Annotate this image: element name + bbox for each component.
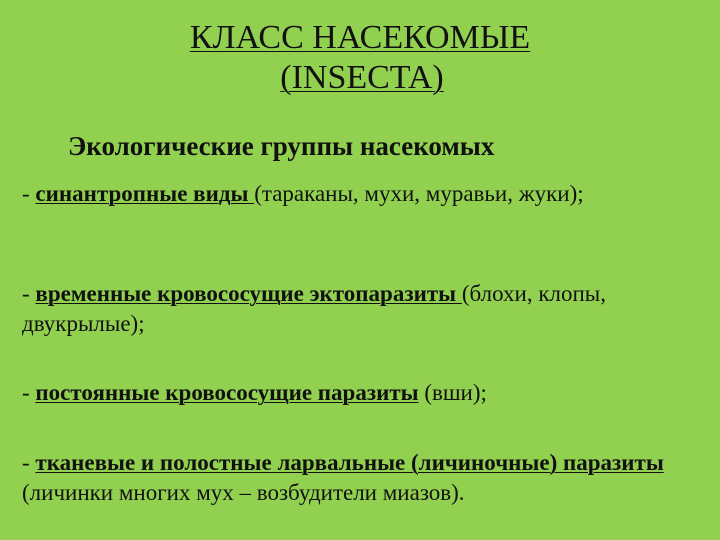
list-item — [22, 378, 712, 408]
list-item-description: (блохи, клопы, двукрылые); — [22, 281, 607, 336]
list-item-description: (вши); — [418, 380, 487, 405]
list-item — [22, 179, 712, 209]
list-item-dash: - — [22, 380, 36, 405]
slide-title-line-1: КЛАСС НАСЕКОМЫЕ — [189, 19, 531, 56]
slide-title — [0, 18, 720, 98]
list-item-description: (личинки многих мух – возбудители миазов). — [22, 480, 465, 505]
list-item — [22, 279, 712, 339]
list-item-term: постоянные кровососущие паразиты — [35, 380, 419, 405]
list-item-term: временные кровососущие эктопаразиты — [35, 281, 462, 306]
list-item-dash: - — [22, 281, 36, 306]
list-item-description: (тараканы, мухи, муравьи, жуки); — [254, 181, 584, 206]
list-item-term: тканевые и полостные ларвальные (личиночные) паразиты — [35, 450, 664, 475]
list-item-term: синантропные виды — [35, 181, 255, 206]
slide-subtitle: Экологические группы насекомых — [68, 131, 495, 161]
slide-title-line-2: (INSECTA) — [280, 59, 444, 96]
list-item-dash: - — [22, 450, 36, 475]
list-item-dash: - — [22, 181, 36, 206]
list-item — [22, 448, 712, 508]
